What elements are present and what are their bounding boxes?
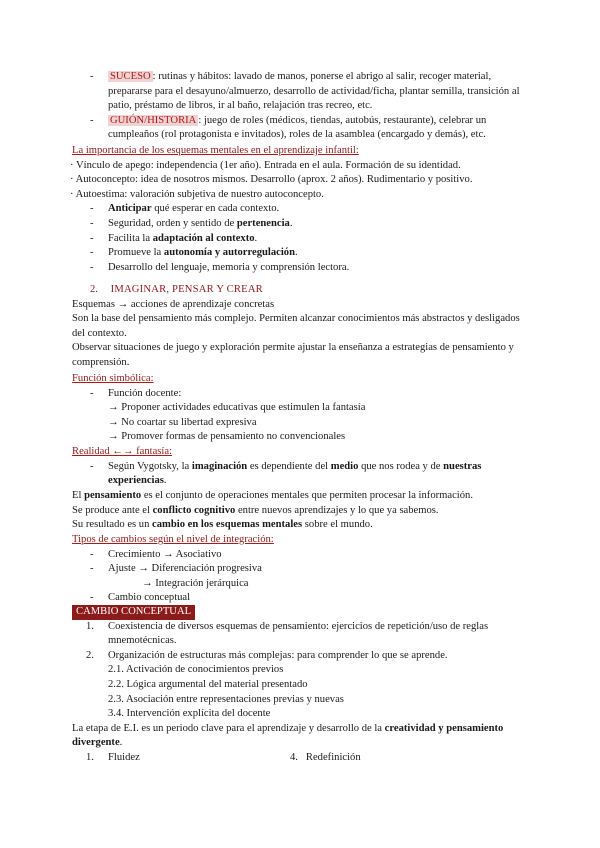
- item-text: es dependiente del: [247, 460, 331, 472]
- sub-item: 2.2. Lógica argumental del material presentado: [108, 678, 308, 690]
- guion-label: GUIÓN/HISTORIA: [110, 114, 197, 126]
- numbered-item-second: [290, 751, 361, 766]
- importance-heading: La importancia de los esquemas mentales en el aprendizaje infantil:: [72, 145, 359, 156]
- item-text: Coexistencia de diversos esquemas de pensamiento: ejercicios de repetición/uso de reglas mnemotécnicas.: [108, 620, 489, 647]
- bullet-dash: -: [90, 203, 94, 215]
- conceptual-change-section: [72, 605, 532, 766]
- change-types-heading: Tipos de cambios según el nivel de integración:: [72, 534, 274, 545]
- item-text: Facilita la: [108, 232, 153, 244]
- bullet-dash: -: [90, 114, 94, 126]
- sub-item: → Proponer actividades educativas que estimulen la fantasía: [108, 402, 366, 414]
- list-item: [72, 232, 532, 247]
- bold-term: Anticipar: [108, 203, 152, 215]
- item-text: .: [163, 475, 167, 487]
- item-text: Crecimiento → Asociativo: [108, 548, 222, 560]
- list-item-suceso: [72, 70, 532, 114]
- item-text: qué esperar en cada contexto.: [151, 203, 280, 215]
- bold-term: conflicto cognitivo: [152, 504, 236, 516]
- bullet-dash: -: [90, 247, 94, 259]
- list-item: [72, 562, 532, 577]
- reality-fantasy-section: [72, 445, 532, 489]
- importance-line: · Autoconcepto: idea de nosotros mismos. Desarrollo (aprox. 2 años). Rudimentario y positivo.: [70, 174, 473, 186]
- sub-item: 2.3. Asociación entre representaciones previas y nuevas: [108, 693, 344, 705]
- numbered-item-row: [72, 751, 532, 766]
- item-text: Desarrollo del lenguaje, memoria y comprensión lectora.: [108, 261, 350, 273]
- item-text: Cambio conceptual: [108, 592, 191, 604]
- bullet-dash: -: [90, 71, 94, 82]
- thought-paragraphs: [72, 489, 532, 533]
- bold-term: adaptación al contexto: [152, 232, 255, 244]
- paragraph: Su resultado es un cambio en los esquemas mentales sobre el mundo.: [72, 519, 373, 531]
- symbolic-function-heading: Función simbólica:: [72, 373, 154, 384]
- section-title: IMAGINAR, PENSAR Y CREAR: [110, 284, 263, 295]
- list-item: [72, 261, 532, 276]
- item-text: .: [294, 247, 298, 259]
- numbered-item: [72, 620, 532, 649]
- list-item: [72, 548, 532, 563]
- bullet-dash: -: [90, 460, 94, 472]
- bullet-dash: -: [90, 217, 94, 229]
- bold-term: cambio en los esquemas mentales: [152, 519, 303, 531]
- paragraph: Son la base del pensamiento más complejo. Permiten alcanzar conocimientos más abstractos y desligados del contexto.: [72, 313, 520, 339]
- paragraph: Se produce ante el conflicto cognitivo entre nuevos aprendizajes y lo que ya sabemos.: [72, 504, 439, 516]
- item-text: Promueve la: [108, 247, 164, 259]
- bullet-dash: -: [90, 548, 94, 560]
- item-text: Función docente:: [108, 387, 182, 399]
- sub-item: → Promover formas de pensamiento no convencionales: [108, 431, 346, 443]
- item-number: 1.: [86, 751, 94, 763]
- list-item: [72, 202, 532, 217]
- sub-item: 3.4. Intervención explícita del docente: [108, 708, 271, 720]
- conceptual-change-heading: CAMBIO CONCEPTUAL: [72, 605, 195, 620]
- item-text: .: [254, 232, 258, 244]
- item-text: Redefinición: [305, 751, 361, 763]
- bullet-dash: -: [90, 563, 94, 575]
- bold-term: pensamiento: [84, 490, 142, 501]
- item-number: 1.: [86, 620, 94, 632]
- item-text: Seguridad, orden y sentido de: [108, 217, 237, 229]
- list-item: [72, 246, 532, 261]
- bullet-dash: -: [90, 592, 94, 604]
- bold-term: nuestras experiencias: [108, 460, 482, 487]
- paragraph: El pensamiento es el conjunto de operaciones mentales que permiten procesar la información.: [72, 490, 473, 501]
- bold-term: creatividad y pensamiento divergente: [72, 722, 504, 749]
- list-item: [72, 387, 532, 402]
- section-number: 2.: [90, 284, 98, 295]
- reality-fantasy-heading: Realidad ←→ fantasía:: [72, 446, 173, 457]
- item-text: .: [289, 217, 293, 229]
- item-number: 2.: [86, 649, 94, 661]
- symbolic-function-section: [72, 372, 532, 445]
- bold-term: autonomía y autorregulación: [163, 247, 295, 259]
- bold-term: pertenencia: [236, 217, 290, 229]
- suceso-label: SUCESO: [110, 71, 151, 82]
- importance-line: · Vínculo de apego: independencia (1er año). Entrada en el aula. Formación de su identidad.: [70, 159, 461, 171]
- suceso-text: : rutinas y hábitos: lavado de manos, ponerse el abrigo al salir, recoger material, prepararse para el desayuno/almuerzo, desarrollo de actividad/ficha, plantar semilla, transición al patio, préstamo de libros, ir al baño, relajación tras recreo, etc.: [108, 71, 520, 112]
- paragraph: La etapa de E.I. es un periodo clave para el aprendizaje y desarrollo de la creatividad y pensamiento divergente.: [72, 722, 504, 749]
- section-heading: [72, 283, 532, 298]
- importance-section: [72, 144, 532, 275]
- item-text: Fluidez: [108, 751, 140, 763]
- bullet-dash: -: [90, 261, 94, 273]
- guion-text: : juego de roles (médicos, tiendas, autobús, restaurante), celebrar un cumpleaños (rol protagonista e invitados), roles de la asamblea (encargado y demás), etc.: [108, 114, 487, 141]
- item-text: Organización de estructuras más complejas: para comprender lo que se aprende.: [108, 649, 448, 661]
- list-item: [72, 591, 532, 606]
- importance-line: · Autoestima: valoración subjetiva de nuestro autoconcepto.: [70, 188, 324, 200]
- script-types-list: [72, 70, 532, 143]
- bold-term: imaginación: [191, 460, 248, 472]
- sub-item: 2.1. Activación de conocimientos previos: [108, 664, 284, 676]
- item-number: 4.: [290, 751, 298, 763]
- bullet-dash: -: [90, 232, 94, 244]
- item-text: Según Vygotsky, la: [108, 460, 192, 472]
- sub-item: → No coartar su libertad expresiva: [108, 416, 257, 428]
- list-item: [72, 460, 532, 489]
- bold-term: medio: [330, 460, 359, 472]
- numbered-item: [72, 649, 532, 664]
- item-text: que nos rodea y de: [358, 460, 444, 472]
- sub-item: → Integración jerárquica: [142, 577, 249, 589]
- item-text: Ajuste → Diferenciación progresiva: [108, 563, 262, 575]
- section-imaginar: [72, 283, 532, 371]
- change-types-section: [72, 533, 532, 606]
- list-item: [72, 217, 532, 232]
- bullet-dash: -: [90, 387, 94, 399]
- paragraph: Observar situaciones de juego y exploración permite ajustar la enseñanza a estrategias de pensamiento y comprensión.: [72, 342, 514, 368]
- list-item-guion: [72, 114, 532, 143]
- paragraph: Esquemas → acciones de aprendizaje concretas: [72, 298, 275, 310]
